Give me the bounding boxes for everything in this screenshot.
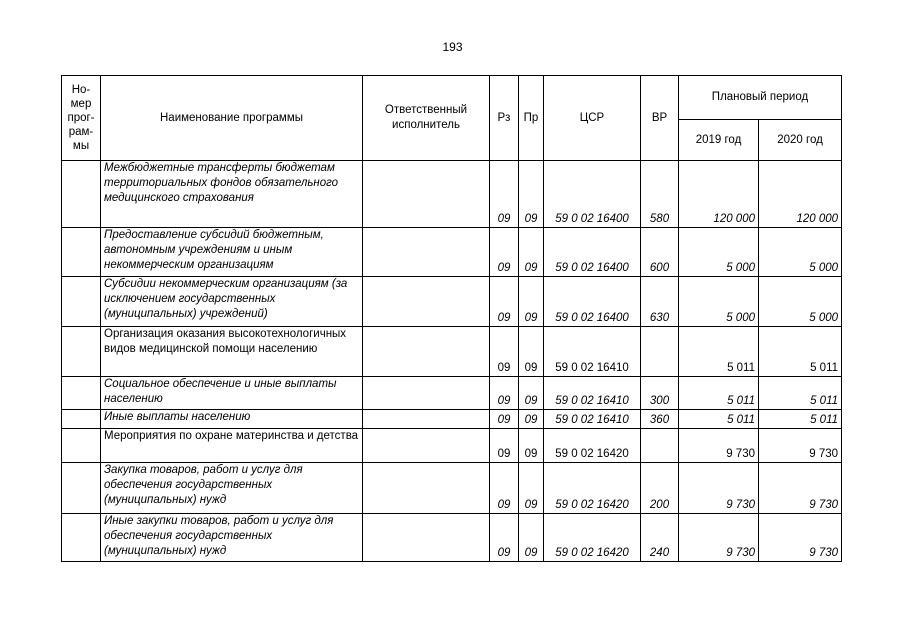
executor-cell [363, 161, 490, 228]
executor-cell [363, 429, 490, 463]
year-2020-cell: 120 000 [759, 161, 842, 228]
year-2019-cell: 120 000 [679, 161, 759, 228]
program-name-cell: Субсидии некоммерческим организациям (за исключением государственных (муниципальных) учреждений) [101, 277, 363, 327]
program-name-cell: Предоставление субсидий бюджетным, автономным учреждениям и иным некоммерческим организациям [101, 228, 363, 277]
header-rz: Рз [490, 76, 519, 161]
csr-cell: 59 0 02 16420 [544, 429, 641, 463]
header-year-2019: 2019 год [679, 120, 759, 161]
executor-cell [363, 410, 490, 429]
pr-cell: 09 [519, 327, 544, 377]
program-name-cell: Организация оказания высокотехнологичных видов медицинской помощи населению [101, 327, 363, 377]
year-2020-cell: 9 730 [759, 429, 842, 463]
year-2020-cell: 5 011 [759, 327, 842, 377]
year-2020-cell: 5 000 [759, 228, 842, 277]
header-vr: ВР [641, 76, 679, 161]
vr-cell: 600 [641, 228, 679, 277]
executor-cell [363, 228, 490, 277]
header-pr: Пр [519, 76, 544, 161]
vr-cell: 240 [641, 514, 679, 562]
vr-cell: 360 [641, 410, 679, 429]
budget-table [61, 75, 842, 562]
year-2020-cell: 5 011 [759, 377, 842, 410]
rz-cell: 09 [490, 228, 519, 277]
year-2019-cell: 5 011 [679, 377, 759, 410]
row-number-cell [62, 429, 101, 463]
row-number-cell [62, 377, 101, 410]
pr-cell: 09 [519, 277, 544, 327]
program-name-cell: Межбюджетные трансферты бюджетам территориальных фондов обязательного медицинского страхования [101, 161, 363, 228]
header-program-name: Наименование программы [101, 76, 363, 161]
csr-cell: 59 0 02 16420 [544, 463, 641, 514]
table-row [62, 327, 842, 377]
rz-cell: 09 [490, 161, 519, 228]
table-row [62, 377, 842, 410]
year-2020-cell: 5 000 [759, 277, 842, 327]
pr-cell: 09 [519, 161, 544, 228]
header-executor: Ответственный исполнитель [363, 76, 490, 161]
executor-cell [363, 514, 490, 562]
table-row [62, 410, 842, 429]
rz-cell: 09 [490, 514, 519, 562]
program-name-cell: Иные выплаты населению [101, 410, 363, 429]
rz-cell: 09 [490, 463, 519, 514]
rz-cell: 09 [490, 410, 519, 429]
pr-cell: 09 [519, 410, 544, 429]
vr-cell [641, 327, 679, 377]
csr-cell: 59 0 02 16410 [544, 410, 641, 429]
table-row [62, 277, 842, 327]
csr-cell: 59 0 02 16410 [544, 327, 641, 377]
csr-cell: 59 0 02 16400 [544, 161, 641, 228]
year-2019-cell: 5 000 [679, 228, 759, 277]
csr-cell: 59 0 02 16420 [544, 514, 641, 562]
vr-cell [641, 429, 679, 463]
table-row [62, 514, 842, 562]
page-number: 193 [442, 40, 463, 54]
row-number-cell [62, 161, 101, 228]
row-number-cell [62, 228, 101, 277]
program-name-cell: Закупка товаров, работ и услуг для обеспечения государственных (муниципальных) нужд [101, 463, 363, 514]
vr-cell: 630 [641, 277, 679, 327]
row-number-cell [62, 410, 101, 429]
csr-cell: 59 0 02 16410 [544, 377, 641, 410]
program-name-cell: Социальное обеспечение и иные выплаты населению [101, 377, 363, 410]
pr-cell: 09 [519, 463, 544, 514]
executor-cell [363, 463, 490, 514]
table-row [62, 228, 842, 277]
year-2020-cell: 5 011 [759, 410, 842, 429]
year-2020-cell: 9 730 [759, 514, 842, 562]
header-csr: ЦСР [544, 76, 641, 161]
rz-cell: 09 [490, 377, 519, 410]
pr-cell: 09 [519, 377, 544, 410]
table-row [62, 463, 842, 514]
row-number-cell [62, 514, 101, 562]
year-2019-cell: 9 730 [679, 514, 759, 562]
year-2019-cell: 5 000 [679, 277, 759, 327]
year-2019-cell: 9 730 [679, 463, 759, 514]
year-2019-cell: 5 011 [679, 327, 759, 377]
vr-cell: 200 [641, 463, 679, 514]
executor-cell [363, 377, 490, 410]
rz-cell: 09 [490, 277, 519, 327]
header-program-number: Но-мер прог-рам-мы [62, 76, 101, 161]
pr-cell: 09 [519, 514, 544, 562]
executor-cell [363, 277, 490, 327]
rz-cell: 09 [490, 327, 519, 377]
header-planning-period: Плановый период [679, 76, 842, 120]
year-2019-cell: 9 730 [679, 429, 759, 463]
program-name-cell: Иные закупки товаров, работ и услуг для обеспечения государственных (муниципальных) нужд [101, 514, 363, 562]
year-2019-cell: 5 011 [679, 410, 759, 429]
year-2020-cell: 9 730 [759, 463, 842, 514]
csr-cell: 59 0 02 16400 [544, 228, 641, 277]
program-name-cell: Мероприятия по охране материнства и детства [101, 429, 363, 463]
row-number-cell [62, 327, 101, 377]
pr-cell: 09 [519, 228, 544, 277]
executor-cell [363, 327, 490, 377]
csr-cell: 59 0 02 16400 [544, 277, 641, 327]
vr-cell: 580 [641, 161, 679, 228]
header-year-2020: 2020 год [759, 120, 842, 161]
row-number-cell [62, 277, 101, 327]
vr-cell: 300 [641, 377, 679, 410]
row-number-cell [62, 463, 101, 514]
table-row [62, 161, 842, 228]
table-row [62, 429, 842, 463]
pr-cell: 09 [519, 429, 544, 463]
rz-cell: 09 [490, 429, 519, 463]
